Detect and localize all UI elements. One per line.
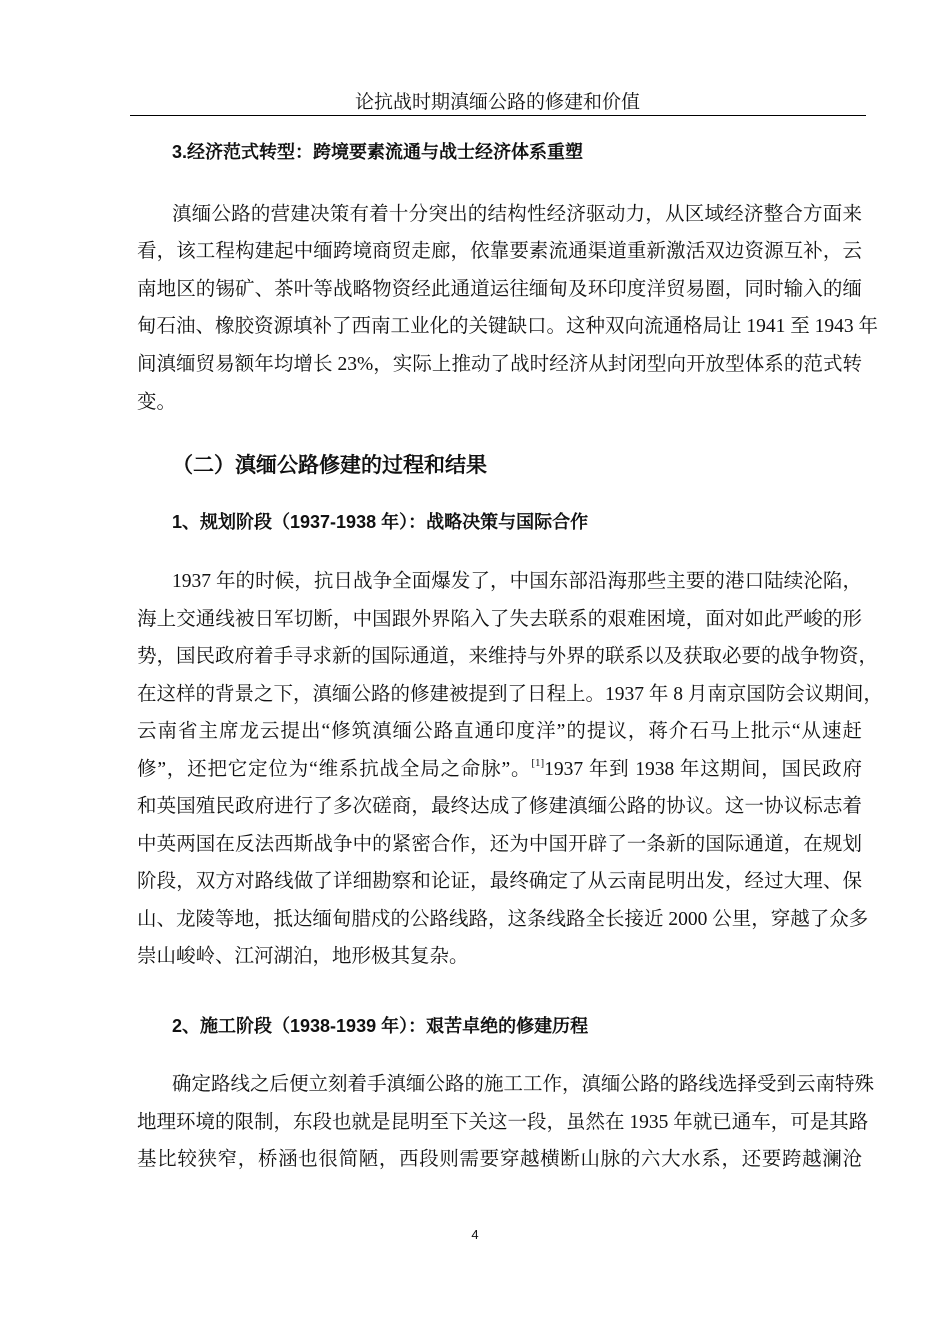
paragraph-line: 云南省主席龙云提出“修筑滇缅公路直通印度洋”的提议，蒋介石马上批示“从速赶: [137, 721, 862, 742]
paragraph-line: 崇山峻岭、江河湖泊，地形极其复杂。: [137, 946, 469, 967]
paragraph-line: 势，国民政府着手寻求新的国际通道，来维持与外界的联系以及获取必要的战争物资，: [137, 646, 879, 667]
part-heading: （二）滇缅公路修建的过程和结果: [172, 454, 487, 477]
paragraph-line: 间滇缅贸易额年均增长 23%，实际上推动了战时经济从封闭型向开放型体系的范式转: [137, 354, 862, 375]
line-text: 修”，还把它定位为“维系抗战全局之命脉”。: [137, 759, 532, 780]
header-rule: [130, 115, 866, 116]
paragraph-line: 中英两国在反法西斯战争中的紧密合作，还为中国开辟了一条新的国际通道，在规划: [137, 834, 862, 855]
stage2-heading: 2、施工阶段（1938-1939 年）：艰苦卓绝的修建历程: [172, 1016, 589, 1036]
paragraph-line: 看，该工程构建起中缅跨境商贸走廊，依靠要素流通渠道重新激活双边资源互补，云: [137, 241, 862, 262]
citation-ref[interactable]: [1]: [531, 757, 545, 769]
paragraph-line: 在这样的背景之下，滇缅公路的修建被提到了日程上。1937 年 8 月南京国防会议期间，: [137, 684, 883, 705]
page-number: 4: [471, 1227, 479, 1242]
paragraph-line: 甸石油、橡胶资源填补了西南工业化的关键缺口。这种双向流通格局让 1941 至 1943 年: [137, 316, 879, 337]
line-text: 1937 年到 1938 年这期间，国民政府: [544, 759, 862, 780]
running-header: 论抗战时期滇缅公路的修建和价值: [354, 92, 640, 113]
paragraph-line: 1937 年的时候，抗日战争全面爆发了，中国东部沿海那些主要的港口陆续沦陷，: [172, 571, 862, 592]
paragraph-line: 阶段，双方对路线做了详细勘察和论证，最终确定了从云南昆明出发，经过大理、保: [137, 871, 862, 892]
stage1-heading: 1、规划阶段（1937-1938 年）：战略决策与国际合作: [172, 512, 589, 532]
paragraph-line: 变。: [137, 392, 177, 413]
paragraph-line: 南地区的锡矿、茶叶等战略物资经此通道运往缅甸及环印度洋贸易圈，同时输入的缅: [137, 279, 862, 300]
paragraph-line: [137, 757, 862, 783]
paragraph-line: 确定路线之后便立刻着手滇缅公路的施工工作，滇缅公路的路线选择受到云南特殊: [172, 1074, 875, 1095]
paragraph-line: 和英国殖民政府进行了多次磋商，最终达成了修建滇缅公路的协议。这一协议标志着: [137, 796, 862, 817]
paragraph-line: 山、龙陵等地，抵达缅甸腊戍的公路线路，这条线路全长接近 2000 公里，穿越了众多: [137, 909, 869, 930]
paragraph-line: 基比较狭窄，桥涵也很简陋，西段则需要穿越横断山脉的六大水系，还要跨越澜沧: [137, 1149, 862, 1170]
paragraph-line: 滇缅公路的营建决策有着十分突出的结构性经济驱动力，从区域经济整合方面来: [172, 204, 862, 225]
paragraph-line: 地理环境的限制，东段也就是昆明至下关这一段，虽然在 1935 年就已通车，可是其路: [137, 1112, 869, 1133]
section-heading-3: 3.经济范式转型：跨境要素流通与战士经济体系重塑: [172, 142, 584, 162]
paragraph-line: 海上交通线被日军切断，中国跟外界陷入了失去联系的艰难困境，面对如此严峻的形: [137, 609, 862, 630]
